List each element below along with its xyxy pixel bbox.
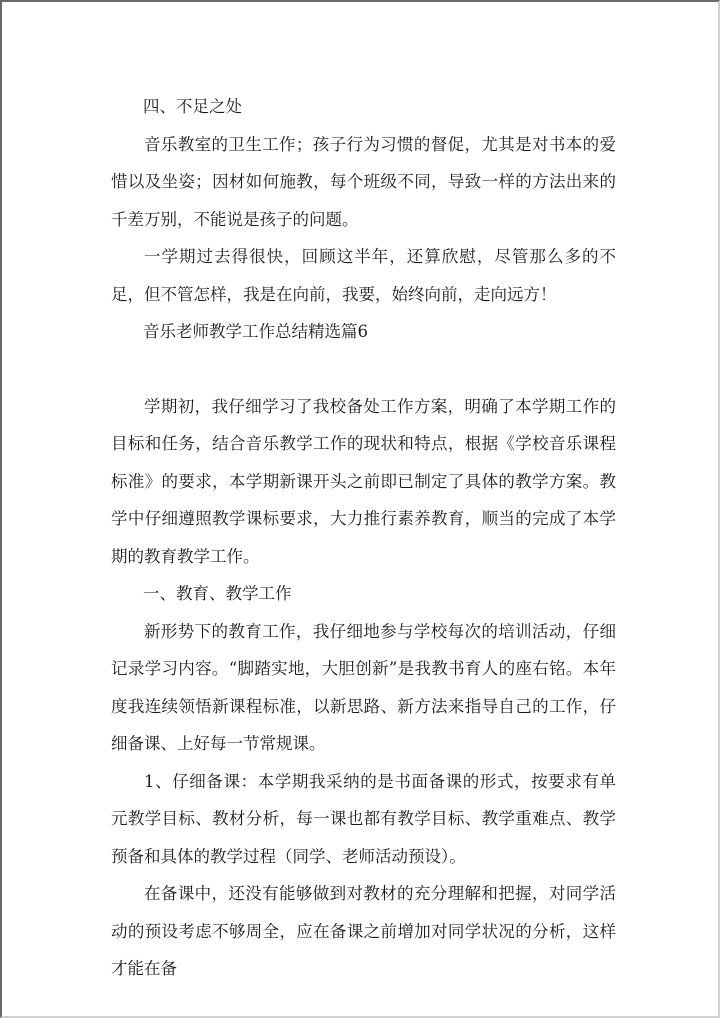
- paragraph-lesson-prep: 1、仔细备课：本学期我采纳的是书面备课的形式，按要求有单元教学目标、教材分析，每一课也都有教学目标、教学重难点、教学预备和具体的教学过程（同学、老师活动预设）。: [111, 771, 616, 866]
- paragraph-reflection: 一学期过去得很快，回顾这半年，还算欣慰，尽管那么多的不足，但不管怎样，我是在向前，我要，始终向前，走向远方！: [111, 247, 616, 304]
- paragraph-intro: 学期初，我仔细学习了我校备处工作方案，明确了本学期工作的目标和任务，结合音乐教学工作的现状和特点，根据《学校音乐课程标准》的要求，本学期新课开头之前即已制定了具体的教学方案。教学中仔细遵照教学课标要求，大力推行素养教育，顺当的完成了本学期的教育教学工作。: [111, 396, 616, 566]
- paragraph-lesson-prep-reflection: 在备课中，还没有能够做到对教材的充分理解和把握，对同学活动的预设考虑不够周全，应在备课之前增加对同学状况的分析，这样才能在备: [111, 884, 616, 978]
- heading-teaching: 一、教育、教学工作: [143, 584, 292, 603]
- section-title: 音乐老师教学工作总结精选篇6: [143, 322, 368, 341]
- blank-line: [111, 351, 616, 388]
- document-body: [111, 88, 616, 988]
- paragraph-new-situation: 新形势下的教育工作，我仔细地参与学校每次的培训活动，仔细记录学习内容。“脚踏实地，大胆创新”是我教书育人的座右铭。本年度我连续领悟新课程标准，以新思路、新方法来指导自己的工作，仔细备课、上好每一节常规课。: [111, 621, 616, 753]
- heading-shortcomings: 四、不足之处: [143, 97, 242, 116]
- paragraph-shortcomings: 音乐教室的卫生工作；孩子行为习惯的督促，尤其是对书本的爱惜以及坐姿；因材如何施教，每个班级不同，导致一样的方法出来的千差万别，不能说是孩子的问题。: [111, 134, 616, 229]
